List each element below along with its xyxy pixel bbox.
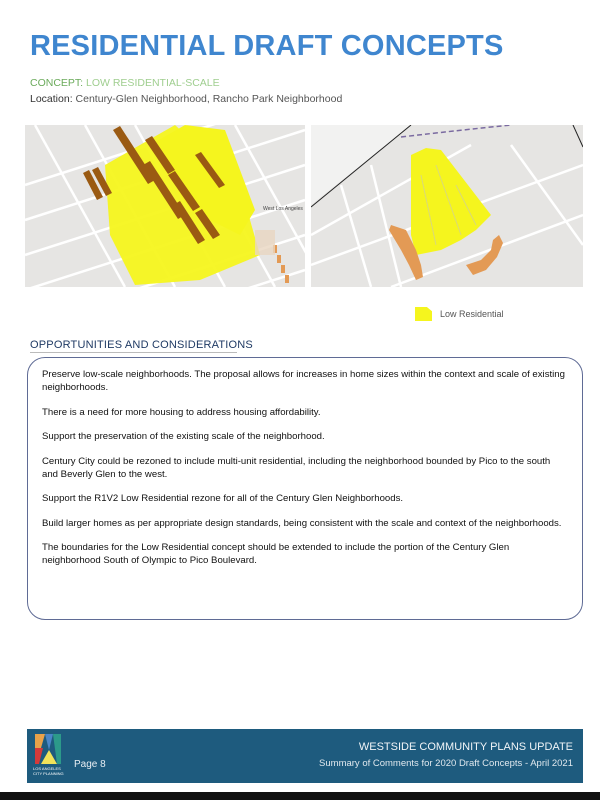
footer-title: WESTSIDE COMMUNITY PLANS UPDATE: [358, 741, 573, 753]
footer-subtitle: Summary of Comments for 2020 Draft Concepts - April 2021: [319, 758, 573, 769]
concept-line: [30, 77, 220, 89]
comment: Support the preservation of the existing scale of the neighborhood.: [42, 431, 325, 442]
map-legend: [415, 307, 504, 321]
logo-text: LOS ANGELES CITY PLANNING: [33, 766, 64, 776]
concept-label: CONCEPT:: [30, 77, 84, 89]
location-value: Century-Glen Neighborhood, Rancho Park Neighborhood: [75, 93, 343, 105]
legend-label: Low Residential: [440, 309, 504, 319]
comment: There is a need for more housing to address housing affordability.: [42, 406, 321, 418]
section-heading: OPPORTUNITIES AND CONSIDERATIONS: [30, 339, 253, 351]
location-label: Location:: [30, 93, 73, 105]
comment: Support the R1V2 Low Residential rezone for all of the Century Glen Neighborhoods.: [42, 493, 404, 504]
concept-value: LOW RESIDENTIAL-SCALE: [86, 77, 220, 89]
la-city-planning-logo-icon: [35, 734, 61, 764]
map-place-label: West Los Angeles: [263, 206, 303, 212]
bottom-edge: [0, 792, 600, 800]
comments-box: [27, 357, 583, 620]
page-title: RESIDENTIAL DRAFT CONCEPTS: [30, 30, 504, 62]
map-century-glen: [25, 125, 305, 287]
heading-underline: [30, 352, 237, 353]
footer-bar: [27, 729, 583, 783]
map-rancho-park: [311, 125, 583, 287]
comment: Build larger homes as per appropriate design standards, being consistent with the scale and context of the neighborhoods.: [42, 517, 562, 529]
location-line: [30, 93, 342, 105]
low-residential-swatch-icon: [415, 307, 432, 321]
comment: The boundaries for the Low Residential concept should be extended to include the portion of the Century Glen neighborhood South of Olympic to Pico Boulevard.: [42, 542, 510, 566]
comment: Preserve low-scale neighborhoods. The proposal allows for increases in home sizes within the context and scale of existing neighborhoods.: [42, 369, 565, 393]
page-number: Page 8: [74, 759, 106, 770]
comment: Century City could be rezoned to include multi-unit residential, including the neighborhood bounded by Pico to the south and Beverly Glen to the west.: [42, 455, 551, 480]
